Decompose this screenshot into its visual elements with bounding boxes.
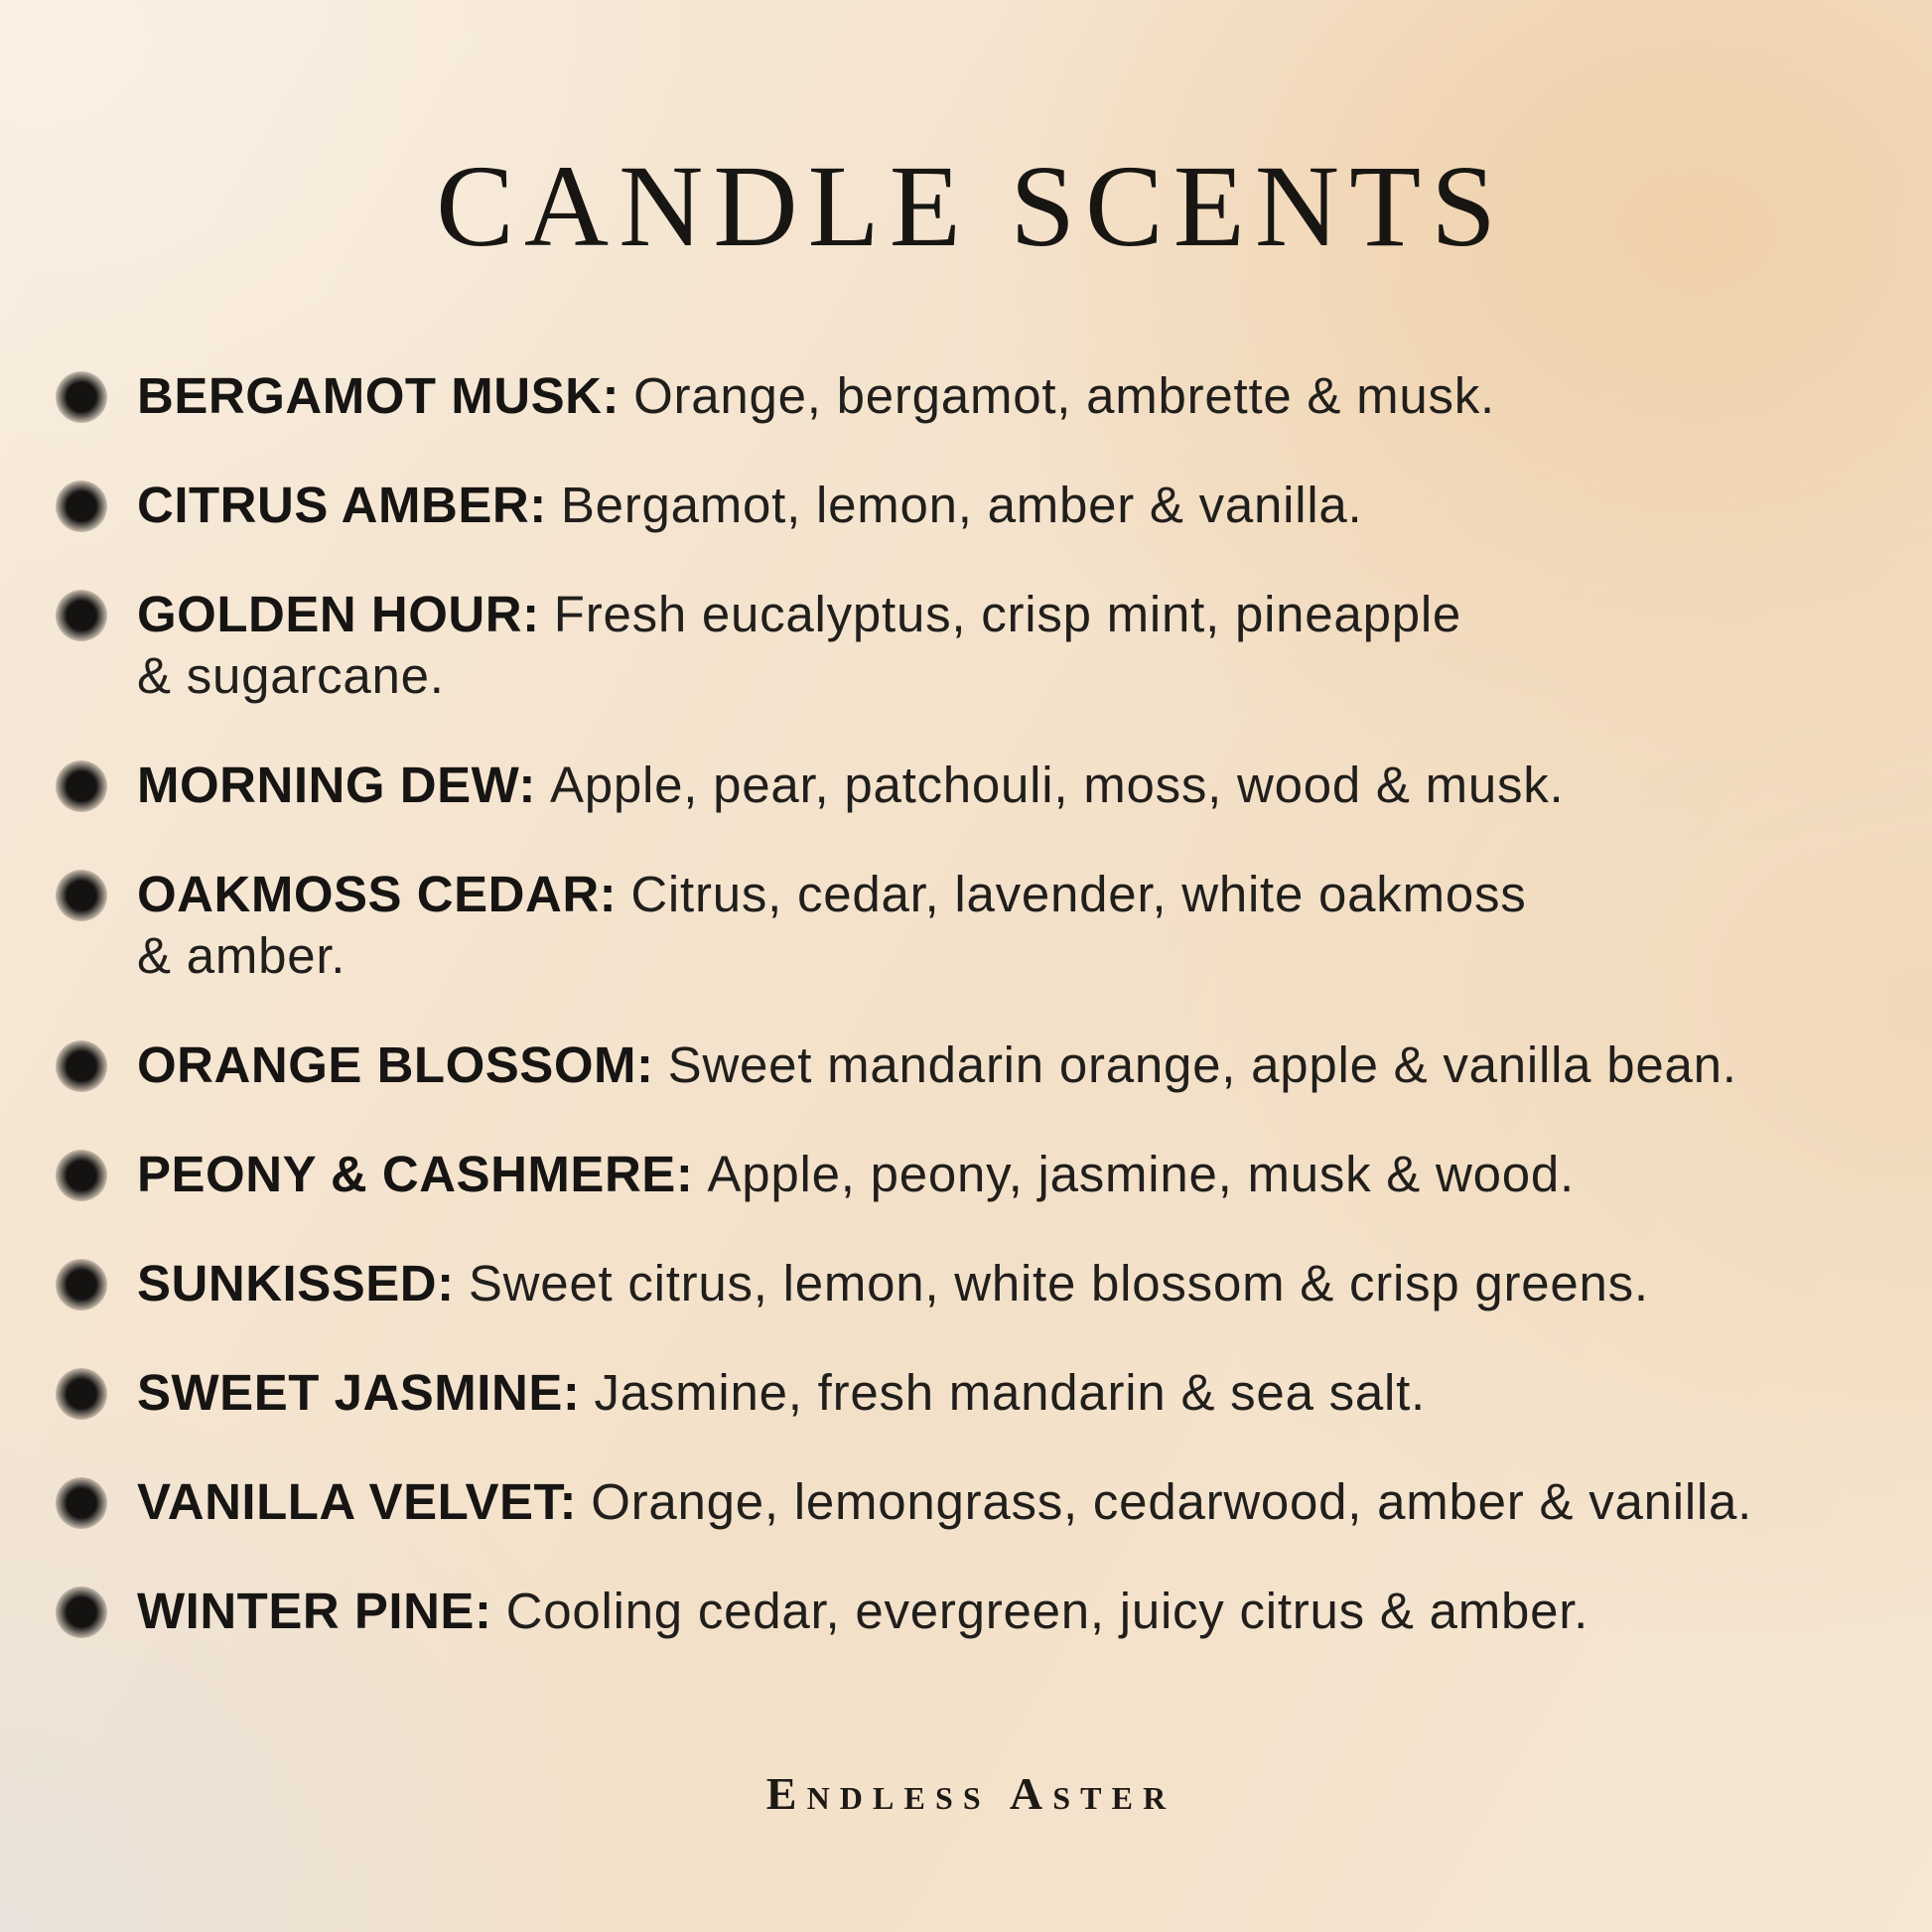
- scent-description: Sweet mandarin orange, apple & vanilla bean.: [667, 1036, 1737, 1094]
- bullet-icon: [56, 590, 107, 641]
- scent-description-line2: & sugarcane.: [137, 647, 445, 705]
- scent-text: [137, 584, 1888, 707]
- bullet-icon: [56, 870, 107, 921]
- scent-item: [56, 864, 1888, 987]
- bullet-icon: [56, 1477, 107, 1529]
- scent-name: ORANGE BLOSSOM:: [137, 1036, 654, 1094]
- scent-description: Cooling cedar, evergreen, juicy citrus & amber.: [505, 1583, 1589, 1640]
- scent-name: WINTER PINE:: [137, 1583, 492, 1640]
- scent-item: [56, 365, 1888, 427]
- scent-description: Sweet citrus, lemon, white blossom & crisp greens.: [468, 1255, 1649, 1312]
- scent-name: CITRUS AMBER:: [137, 477, 547, 534]
- scent-item: [56, 1471, 1888, 1533]
- scent-text: [137, 755, 1888, 816]
- page-title: CANDLE SCENTS: [436, 141, 1506, 271]
- scent-item: [56, 1362, 1888, 1424]
- scent-text: [137, 1471, 1888, 1533]
- bullet-icon: [56, 371, 107, 423]
- scent-name: GOLDEN HOUR:: [137, 586, 540, 643]
- scent-description: Bergamot, lemon, amber & vanilla.: [560, 477, 1363, 534]
- bullet-icon: [56, 481, 107, 532]
- scent-text: [137, 475, 1888, 536]
- scent-text: [137, 864, 1888, 987]
- scent-item: [56, 1581, 1888, 1642]
- scent-description-line2: & amber.: [137, 927, 346, 985]
- bullet-icon: [56, 1150, 107, 1201]
- scent-description: Jasmine, fresh mandarin & sea salt.: [594, 1364, 1426, 1422]
- scent-item: [56, 584, 1888, 707]
- scent-name: VANILLA VELVET:: [137, 1473, 578, 1531]
- scent-description: Citrus, cedar, lavender, white oakmoss: [630, 866, 1527, 923]
- scent-text: [137, 1362, 1888, 1424]
- scent-name: BERGAMOT MUSK:: [137, 367, 620, 425]
- bullet-icon: [56, 1259, 107, 1311]
- scent-item: [56, 1253, 1888, 1314]
- scent-description: Apple, peony, jasmine, musk & wood.: [707, 1146, 1575, 1203]
- scent-name: SUNKISSED:: [137, 1255, 455, 1312]
- scent-item: [56, 755, 1888, 816]
- bullet-icon: [56, 1587, 107, 1638]
- brand-name: Endless Aster: [765, 1768, 1176, 1820]
- scent-text: [137, 1035, 1888, 1096]
- scent-text: [137, 1253, 1888, 1314]
- bullet-icon: [56, 1040, 107, 1092]
- scent-name: PEONY & CASHMERE:: [137, 1146, 694, 1203]
- scent-description: Orange, lemongrass, cedarwood, amber & vanilla.: [591, 1473, 1753, 1531]
- scent-list: [56, 365, 1888, 1642]
- scent-text: [137, 1144, 1888, 1205]
- scent-text: [137, 1581, 1888, 1642]
- scent-item: [56, 475, 1888, 536]
- scent-item: [56, 1144, 1888, 1205]
- bullet-icon: [56, 760, 107, 812]
- scent-item: [56, 1035, 1888, 1096]
- scent-text: [137, 365, 1888, 427]
- scent-name: SWEET JASMINE:: [137, 1364, 581, 1422]
- scent-description: Fresh eucalyptus, crisp mint, pineapple: [553, 586, 1462, 643]
- scent-name: OAKMOSS CEDAR:: [137, 866, 618, 923]
- scent-name: MORNING DEW:: [137, 757, 536, 814]
- bullet-icon: [56, 1368, 107, 1420]
- scent-description: Apple, pear, patchouli, moss, wood & musk.: [550, 757, 1565, 814]
- scent-description: Orange, bergamot, ambrette & musk.: [633, 367, 1495, 425]
